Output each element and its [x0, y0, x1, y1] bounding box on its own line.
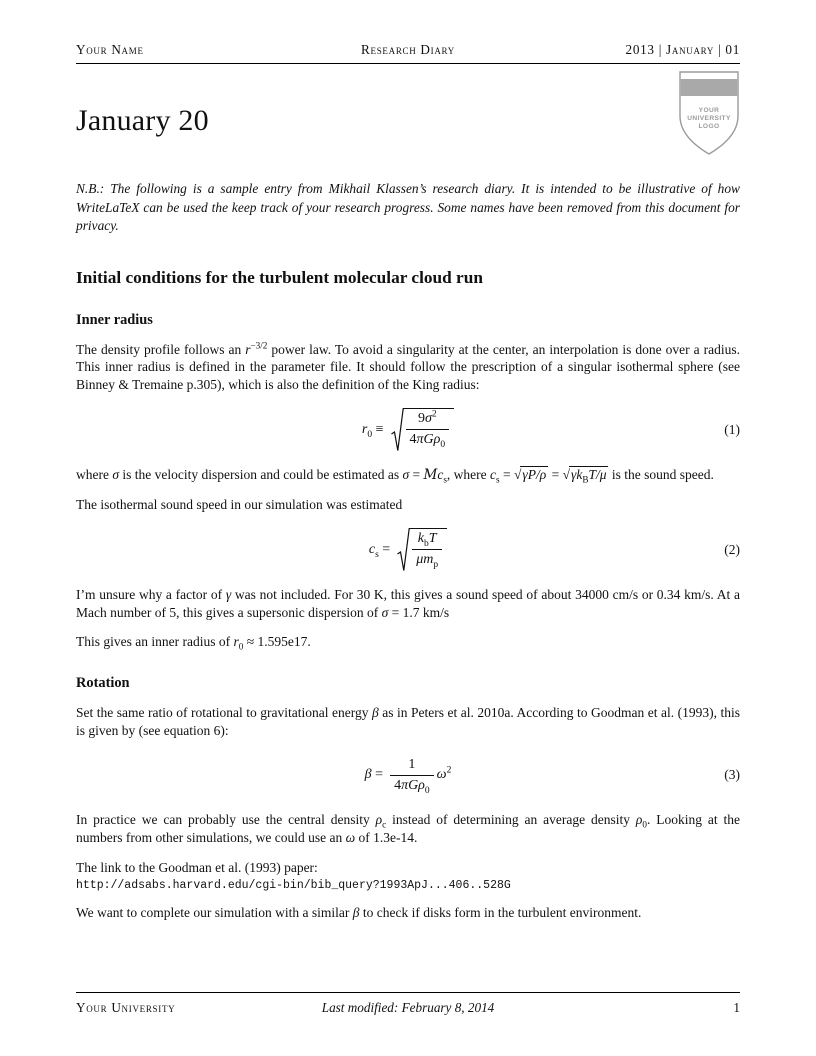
adsabs-link[interactable]: http://adsabs.harvard.edu/cgi-bin/bib_query?1993ApJ...406..528G	[76, 879, 511, 893]
equation-2-number: (2)	[724, 541, 740, 557]
subsection-inner-radius: Inner radius	[76, 311, 153, 328]
subsection-rotation: Rotation	[76, 674, 130, 691]
fraction-denominator: 4πGρ$_0$	[390, 775, 434, 794]
header-rule	[76, 63, 740, 64]
paragraph-central-density: In practice we can probably use the central density $\rho_c$ instead of determining an average density $\rho_0$. Looking at the numbers from other simulations, we could use an ω of 1.3e-14.	[76, 812, 741, 845]
fraction-numerator: $k_bT$	[417, 530, 437, 549]
equation-inner-radius	[76, 407, 740, 453]
equation-1-lhs: $r_0$ ≡	[361, 421, 384, 440]
header-doc-title: Research Diary	[361, 42, 455, 57]
equation-3-rhs: $\omega^2$	[436, 765, 452, 783]
shield-band	[681, 79, 737, 96]
footer-institution: Your University	[76, 1000, 176, 1015]
paragraph-rotational-energy: Set the same ratio of rotational to gravitational energy β as in Peters et al. 2010a. According to Goodman et al. (1993), this is given by (see equation 6):	[76, 704, 740, 738]
section-heading: Initial conditions for the turbulent molecular cloud run	[76, 267, 483, 287]
page-footer	[76, 992, 740, 1016]
footer-rule	[76, 992, 740, 993]
disclaimer-note: N.B.: The following is a sample entry from Mikhail Klassen’s research diary. It is intended to be illustrative of how WriteLaTeX can be used the keep track of your research progress. Some names have been removed from this document for privacy.	[76, 181, 740, 233]
square-root	[391, 407, 455, 453]
logo-text-line3: LOGO	[698, 123, 720, 130]
fraction	[406, 408, 450, 450]
entry-title: January 20	[76, 104, 209, 137]
university-logo	[678, 70, 740, 161]
equation-3-lhs: β =	[364, 767, 384, 783]
equation-1-number: (1)	[724, 421, 740, 437]
fraction	[390, 757, 434, 794]
equation-sound-speed	[76, 527, 740, 573]
fraction	[412, 531, 442, 568]
fraction-denominator: $\mu m_p$	[412, 549, 442, 568]
page-header	[76, 42, 740, 58]
equation-beta	[76, 752, 740, 798]
fraction-numerator: $9\sigma^2$	[417, 408, 437, 426]
header-author: Your Name	[76, 42, 144, 57]
fraction-denominator: 4πGρ$_0$	[406, 429, 450, 448]
footer-page-number: 1	[733, 1000, 740, 1015]
paragraph-velocity-dispersion: where σ is the velocity dispersion and could be estimated as $\sigma = Mc_s$, where $c_s = √\gamma P/\rho = √\gamma k_BT/\mu$ is the sound speed.	[76, 466, 714, 485]
paragraph-conclusion: We want to complete our simulation with a similar β to check if disks form in the turbulent environment.	[76, 905, 642, 921]
fraction-numerator: 1	[408, 756, 416, 772]
paragraph-sound-speed-intro: The isothermal sound speed in our simulation was estimated	[76, 497, 403, 513]
shield-logo-icon	[678, 70, 740, 156]
paragraph-inner-radius-result: This gives an inner radius of $r_0 \approx 1.595e17$.	[76, 634, 311, 652]
footer-last-modified: Last modified: February 8, 2014	[321, 1000, 495, 1015]
paragraph-gamma-factor: I’m unsure why a factor of γ was not included. For 30 K, this gives a sound speed of about 34000 cm/s or 0.34 km/s. At a Mach number of 5, this gives a supersonic dispersion of σ = 1.7 km/s	[76, 586, 741, 620]
equation-2-lhs: $c_s$ =	[368, 541, 391, 560]
paragraph-link-intro: The link to the Goodman et al. (1993) paper:	[76, 859, 318, 875]
header-date: 2013 | January | 01	[625, 42, 740, 57]
logo-text-line2: UNIVERSITY	[687, 115, 731, 122]
square-root	[397, 527, 447, 573]
paragraph-density-profile: The density profile follows an $r^{-3/2}$ power law. To avoid a singularity at the center, an interpolation is done over a radius. This inner radius is defined in the parameter file. It should follow the prescription of a singular isothermal sphere (see Binney & Tremaine p.305), which is also the definition of the King radius:	[76, 340, 740, 392]
logo-text-line1: YOUR	[698, 107, 720, 114]
equation-3-number: (3)	[724, 767, 740, 783]
